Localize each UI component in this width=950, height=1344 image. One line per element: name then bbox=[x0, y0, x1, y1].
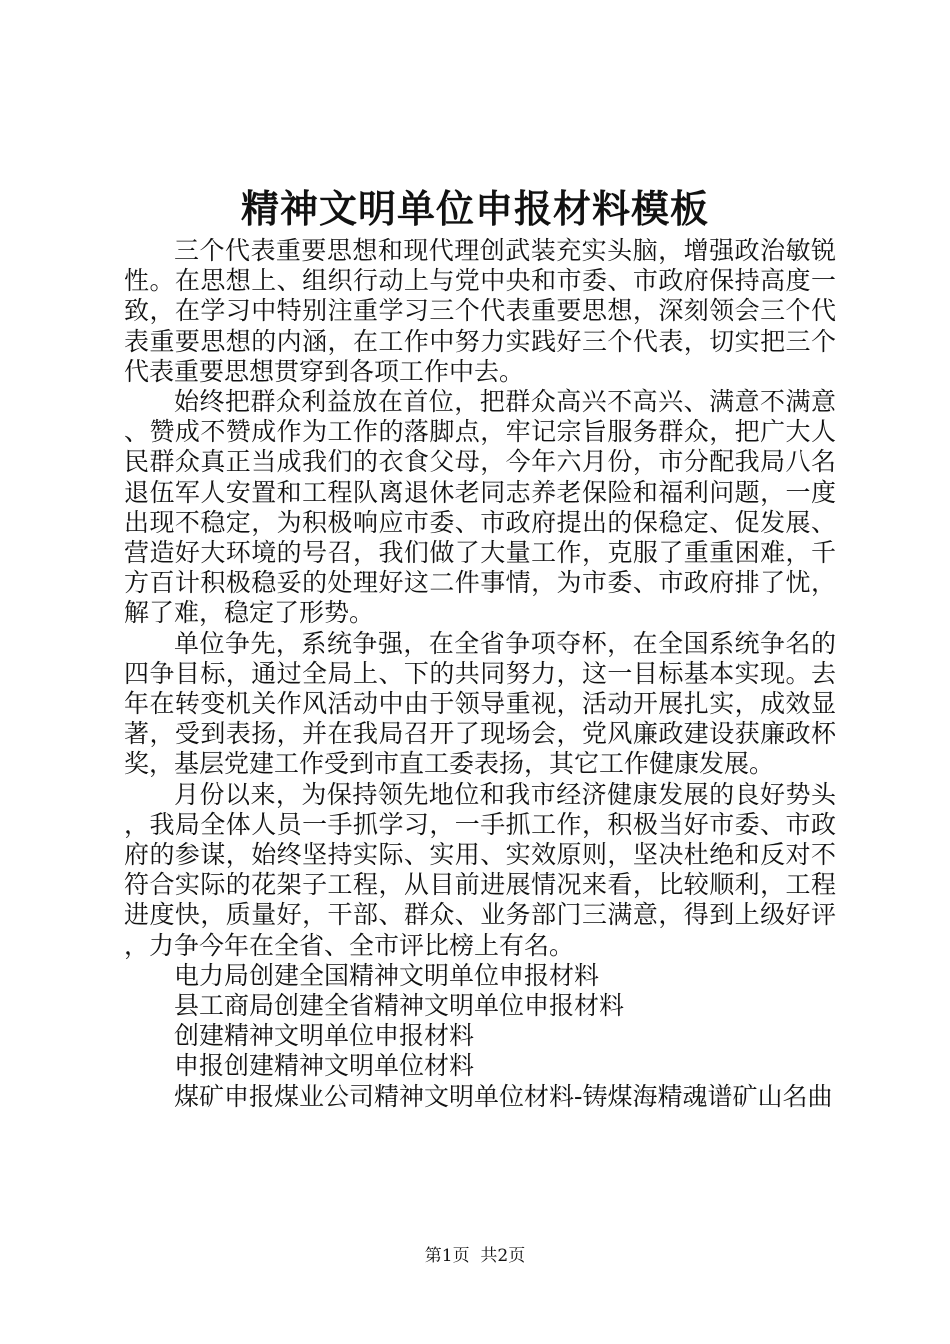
document-body bbox=[124, 236, 836, 1112]
paragraph-3: 单位争先，系统争强，在全省争项夺杯，在全国系统争名的四争目标，通过全局上、下的共同努力，这一目标基本实现。去年在转变机关作风活动中由于领导重视，活动开展扎实，成效显著，受到表扬，并在我局召开了现场会，党风廉政建设获廉政杯奖，基层党建工作受到市直工委表扬，其它工作健康发展。 bbox=[124, 628, 836, 779]
related-item-4: 申报创建精神文明单位材料 bbox=[174, 1051, 475, 1081]
related-item-3: 创建精神文明单位申报材料 bbox=[174, 1021, 475, 1051]
page-number: 第1页 bbox=[424, 1246, 470, 1266]
paragraph-4: 月份以来，为保持领先地位和我市经济健康发展的良好势头，我局全体人员一手抓学习，一手抓工作，积极当好市委、市政府的参谋，始终坚持实际、实用、实效原则，坚决杜绝和反对不符合实际的花架子工程，从目前进展情况来看，比较顺利，工程进度快，质量好，干部、群众、业务部门三满意，得到上级好评，力争今年在全省、全市评比榜上有名。 bbox=[124, 779, 836, 960]
paragraph-1: 三个代表重要思想和现代理创武装充实头脑，增强政治敏锐性。在思想上、组织行动上与党中央和市委、市政府保持高度一致，在学习中特别注重学习三个代表重要思想，深刻领会三个代表重要思想的内涵，在工作中努力实践好三个代表，切实把三个代表重要思想贯穿到各项工作中去。 bbox=[124, 236, 836, 386]
page-footer bbox=[0, 1244, 950, 1268]
document-title: 精神文明单位申报材料模板 bbox=[240, 186, 709, 231]
paragraph-2: 始终把群众利益放在首位，把群众高兴不高兴、满意不满意、赞成不赞成作为工作的落脚点，牢记宗旨服务群众，把广大人民群众真正当成我们的衣食父母，今年六月份，市分配我局八名退伍军人安置和工程队离退休老同志养老保险和福利问题，一度出现不稳定，为积极响应市委、市政府提出的保稳定、促发展、营造好大环境的号召，我们做了大量工作，克服了重重困难，千方百计积极稳妥的处理好这二件事情，为市委、市政府排了忧，解了难，稳定了形势。 bbox=[124, 387, 836, 628]
page-total: 共2页 bbox=[480, 1246, 526, 1266]
related-item-5: 煤矿申报煤业公司精神文明单位材料-铸煤海精魂谱矿山名曲 bbox=[174, 1081, 833, 1111]
related-item-2: 县工商局创建全省精神文明单位申报材料 bbox=[174, 991, 625, 1021]
related-item-1: 电力局创建全国精神文明单位申报材料 bbox=[174, 960, 600, 990]
